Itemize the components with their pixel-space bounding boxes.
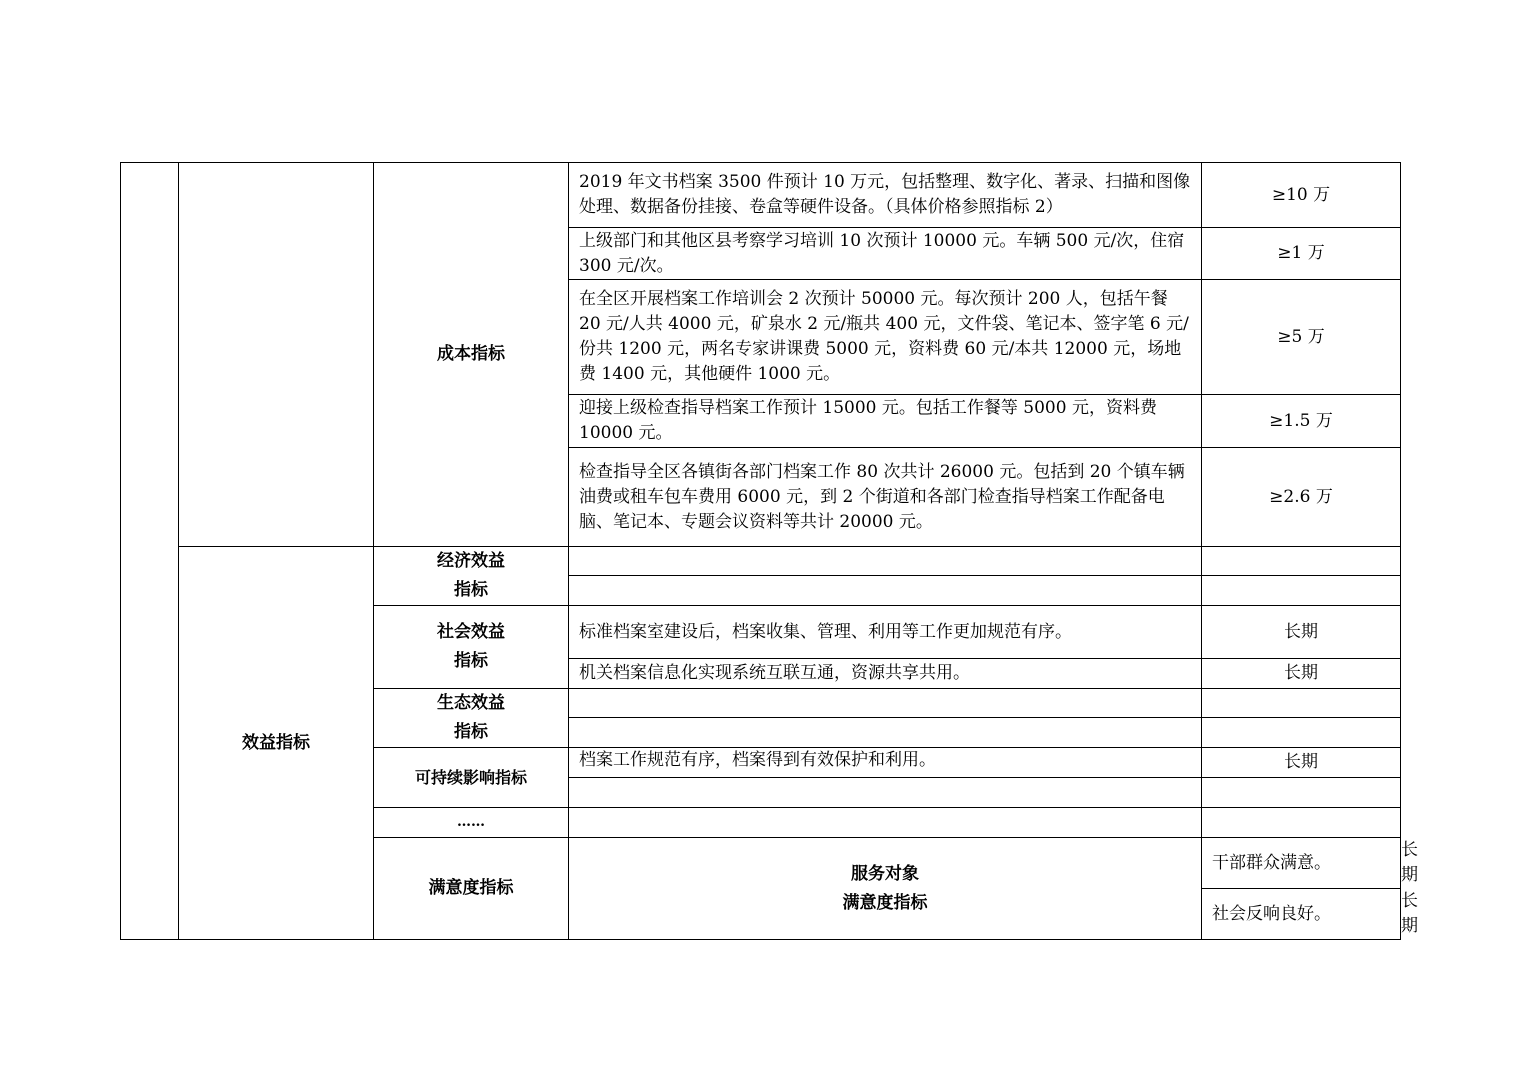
table-row xyxy=(121,163,1401,228)
cost-value: ≥1.5 万 xyxy=(1202,395,1401,448)
satisfaction-desc: 干部群众满意。 xyxy=(1202,838,1401,889)
cost-value: ≥2.6 万 xyxy=(1202,448,1401,547)
social-benefit-desc: 机关档案信息化实现系统互联互通，资源共享共用。 xyxy=(569,659,1202,689)
social-benefit-desc: 标准档案室建设后，档案收集、管理、利用等工作更加规范有序。 xyxy=(569,606,1202,659)
empty-value-cell xyxy=(1202,808,1401,838)
sustainable-impact-desc: 档案工作规范有序，档案得到有效保护和利用。 xyxy=(569,748,1202,778)
economic-benefit-label-line2: 指标 xyxy=(454,580,488,600)
service-satisfaction-label-line1: 服务对象 xyxy=(851,863,919,884)
spacer-cell xyxy=(179,163,374,547)
social-benefit-value: 长期 xyxy=(1202,659,1401,689)
cost-desc: 2019 年文书档案 3500 件预计 10 万元，包括整理、数字化、著录、扫描和图像处理、数据备份挂接、卷盒等硬件设备。（具体价格参照指标 2） xyxy=(569,163,1202,228)
outer-category-cell xyxy=(121,163,179,940)
sustainable-impact-label: 可持续影响指标 xyxy=(374,748,569,808)
social-benefit-value: 长期 xyxy=(1202,606,1401,659)
empty-desc-cell xyxy=(569,718,1202,748)
empty-desc-cell xyxy=(569,808,1202,838)
empty-value-cell xyxy=(1202,689,1401,718)
satisfaction-desc: 社会反响良好。 xyxy=(1202,889,1401,940)
empty-desc-cell xyxy=(569,576,1202,606)
service-satisfaction-label xyxy=(569,838,1202,940)
cost-indicator-label: 成本指标 xyxy=(374,163,569,547)
table-row: 满意度指标 服务对象 满意度指标 干部群众满意。 长期 xyxy=(121,838,1401,889)
economic-benefit-label-line1: 经济效益 xyxy=(437,551,505,571)
empty-value-cell xyxy=(1202,778,1401,808)
cost-value: ≥10 万 xyxy=(1202,163,1401,228)
empty-desc-cell xyxy=(569,778,1202,808)
ecological-benefit-label-line2: 指标 xyxy=(454,722,488,742)
empty-desc-cell xyxy=(569,547,1202,576)
cost-desc: 迎接上级检查指导档案工作预计 15000 元。包括工作餐等 5000 元，资料费 10000 元。 xyxy=(569,395,1202,448)
service-satisfaction-label-line2: 满意度指标 xyxy=(842,892,928,913)
table-row: 社会反响良好。 长期 xyxy=(121,889,1401,940)
satisfaction-indicator-label: 满意度指标 xyxy=(374,838,569,940)
empty-desc-cell xyxy=(569,689,1202,718)
social-benefit-label xyxy=(374,606,569,689)
ellipsis-cell: …… xyxy=(374,808,569,838)
cost-desc: 在全区开展档案工作培训会 2 次预计 50000 元。每次预计 200 人，包括午餐 20 元/人共 4000 元，矿泉水 2 元/瓶共 400 元，文件袋、笔记本、签字笔 6 元/份共 1200 元，两名专家讲课费 5000 元，资料费 60 元/本共 12000 元，场地费 1400 元，其他硬件 1000 元。 xyxy=(569,280,1202,395)
cost-value: ≥1 万 xyxy=(1202,228,1401,280)
empty-value-cell xyxy=(1202,718,1401,748)
performance-indicator-table xyxy=(120,162,1418,940)
benefit-indicator-label: 效益指标 xyxy=(179,547,374,940)
cost-desc: 上级部门和其他区县考察学习培训 10 次预计 10000 元。车辆 500 元/次，住宿 300 元/次。 xyxy=(569,228,1202,280)
economic-benefit-label xyxy=(374,547,569,606)
cost-value: ≥5 万 xyxy=(1202,280,1401,395)
ecological-benefit-label-line1: 生态效益 xyxy=(437,693,505,713)
empty-value-cell xyxy=(1202,576,1401,606)
sustainable-impact-value: 长期 xyxy=(1202,748,1401,778)
social-benefit-label-line2: 指标 xyxy=(454,651,488,671)
empty-value-cell xyxy=(1202,547,1401,576)
ecological-benefit-label xyxy=(374,689,569,748)
social-benefit-label-line1: 社会效益 xyxy=(437,622,505,642)
table-row xyxy=(121,547,1401,576)
cost-desc: 检查指导全区各镇街各部门档案工作 80 次共计 26000 元。包括到 20 个镇车辆油费或租车包车费用 6000 元，到 2 个街道和各部门检查指导档案工作配备电脑、笔记本、专题会议资料等共计 20000 元。 xyxy=(569,448,1202,547)
